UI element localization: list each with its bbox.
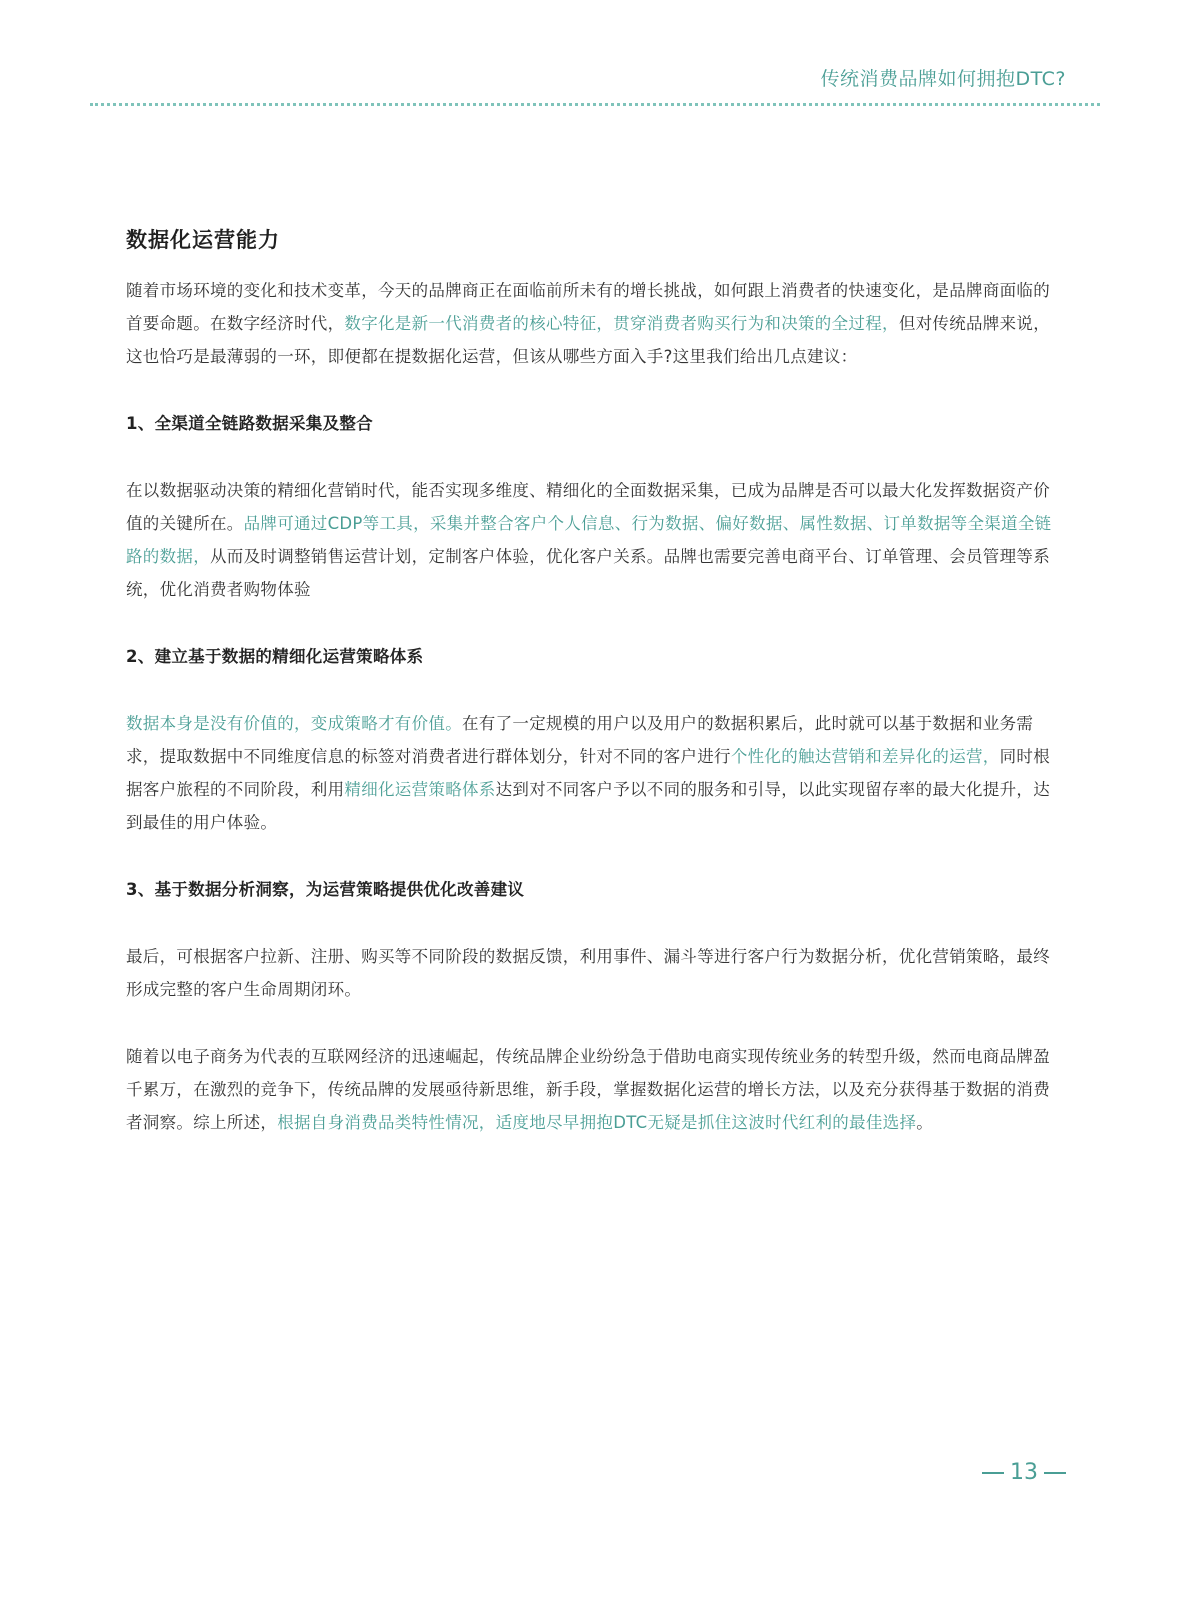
intro-highlight: 数字化是新一代消费者的核心特征，贯穿消费者购买行为和决策的全过程， <box>344 314 899 333</box>
section-2-text-2: 同时根据客户旅程的不同阶段，利用 <box>126 747 1051 799</box>
conclusion-highlight: 根据自身消费品类特性情况，适度地尽早拥抱DTC无疑是抓住这波时代红利的最佳选择 <box>277 1113 917 1132</box>
conclusion-paragraph <box>126 1040 1066 1139</box>
intro-text-2: 但对传统品牌来说，这也恰巧是最薄弱的一环，即便都在提数据化运营，但该从哪些方面入手?这里我们给出几点建议： <box>126 314 1051 366</box>
section-2-highlight-3: 精细化运营策略体系 <box>344 780 496 799</box>
section-1-highlight: 品牌可通过CDP等工具，采集并整合客户个人信息、行为数据、偏好数据、属性数据、订单数据等全渠道全链路的数据， <box>126 514 1052 566</box>
page-number-dash-right <box>1044 1472 1066 1474</box>
section-1-text-1: 在以数据驱动决策的精细化营销时代，能否实现多维度、精细化的全面数据采集，已成为品牌是否可以最大化发挥数据资产价值的关键所在。 <box>126 481 1050 533</box>
section-1-paragraph <box>126 474 1066 606</box>
header-dotted-divider <box>90 103 1100 106</box>
running-header-title: 传统消费品牌如何拥抱DTC? <box>820 68 1066 90</box>
page-number <box>982 1460 1066 1485</box>
section-2-heading: 2、建立基于数据的精细化运营策略体系 <box>126 647 424 666</box>
section-2-text-1: 在有了一定规模的用户以及用户的数据积累后，此时就可以基于数据和业务需求，提取数据中不同维度信息的标签对消费者进行群体划分，针对不同的客户进行 <box>126 714 1034 766</box>
section-2-highlight-1: 数据本身是没有价值的，变成策略才有价值。 <box>126 714 462 733</box>
section-2-paragraph <box>126 707 1066 839</box>
conclusion-text-1: 随着以电子商务为代表的互联网经济的迅速崛起，传统品牌企业纷纷急于借助电商实现传统业务的转型升级，然而电商品牌盈千累万，在激烈的竞争下，传统品牌的发展亟待新思维，新手段，掌握数据化运营的增长方法，以及充分获得基于数据的消费者洞察。综上所述， <box>126 1047 1050 1132</box>
section-2-highlight-2: 个性化的触达营销和差异化的运营， <box>730 747 1000 766</box>
page-number-dash-left <box>982 1472 1004 1474</box>
intro-text-1: 随着市场环境的变化和技术变革，今天的品牌商正在面临前所未有的增长挑战，如何跟上消费者的快速变化，是品牌商面临的首要命题。在数字经济时代， <box>126 281 1050 333</box>
conclusion-text-2: 。 <box>916 1113 934 1132</box>
page-title: 数据化运营能力 <box>126 228 280 252</box>
section-1-text-2: 从而及时调整销售运营计划，定制客户体验，优化客户关系。品牌也需要完善电商平台、订单管理、会员管理等系统，优化消费者购物体验 <box>126 547 1050 599</box>
page-content <box>126 224 1066 1139</box>
page-number-value: 13 <box>1010 1460 1038 1485</box>
section-2-text-3: 达到对不同客户予以不同的服务和引导，以此实现留存率的最大化提升，达到最佳的用户体验。 <box>126 780 1051 832</box>
intro-paragraph <box>126 274 1066 373</box>
section-3-paragraph <box>126 940 1066 1006</box>
section-3-text-1: 最后，可根据客户拉新、注册、购买等不同阶段的数据反馈，利用事件、漏斗等进行客户行为数据分析，优化营销策略，最终形成完整的客户生命周期闭环。 <box>126 947 1050 999</box>
section-3-heading: 3、基于数据分析洞察，为运营策略提供优化改善建议 <box>126 880 525 899</box>
section-1-heading: 1、全渠道全链路数据采集及整合 <box>126 414 373 433</box>
